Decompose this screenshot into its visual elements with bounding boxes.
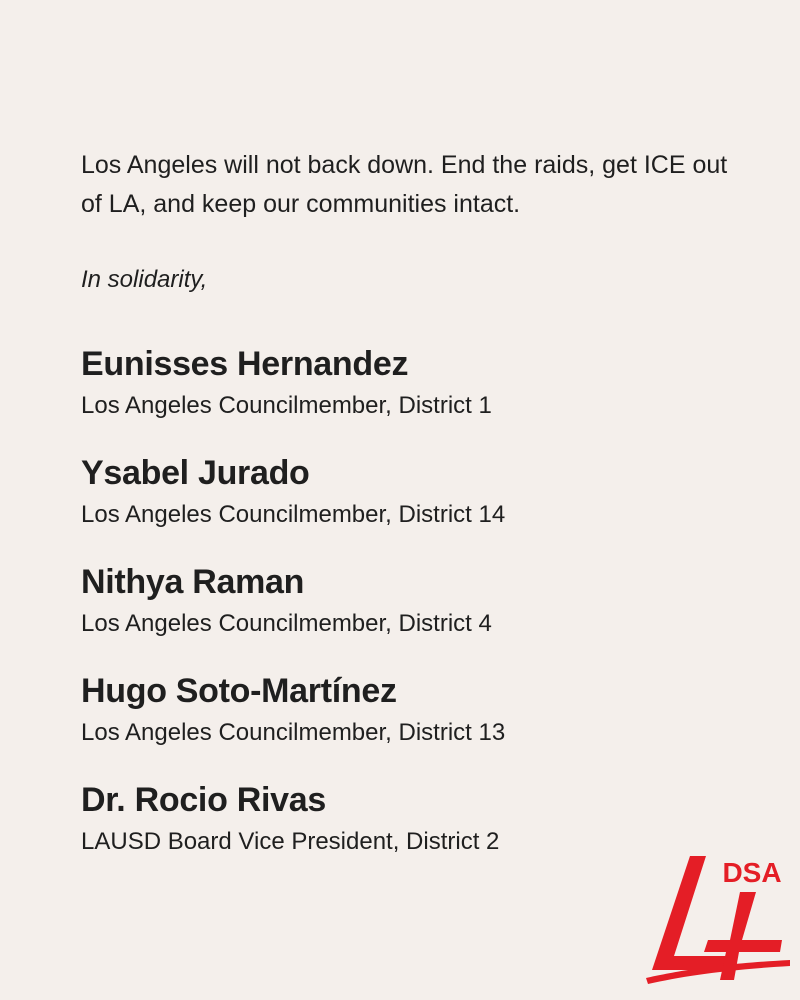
signatory-item	[81, 560, 741, 669]
signatory-name: Nithya Raman	[81, 563, 305, 601]
signatory-title: Los Angeles Councilmember, District 14	[81, 501, 506, 528]
signatory-name: Dr. Rocio Rivas	[81, 781, 326, 819]
logo-dsa-text: DSA	[722, 857, 782, 888]
signatory-list	[81, 342, 741, 887]
signatory-item	[81, 342, 741, 451]
letter-content	[81, 146, 741, 855]
signatory-title: Los Angeles Councilmember, District 1	[81, 392, 492, 419]
signatory-item	[81, 451, 741, 560]
signatory-title: LAUSD Board Vice President, District 2	[81, 828, 500, 855]
statement-text: Los Angeles will not back down. End the raids, get ICE out of LA, and keep our communities intact.	[81, 151, 728, 218]
signatory-title: Los Angeles Councilmember, District 13	[81, 719, 506, 746]
signatory-item	[81, 669, 741, 778]
signatory-title: Los Angeles Councilmember, District 4	[81, 610, 492, 637]
signatory-name: Eunisses Hernandez	[81, 345, 409, 383]
logo-letter-l	[652, 856, 730, 970]
dsa-la-logo-icon	[644, 852, 792, 984]
signatory-name: Ysabel Jurado	[81, 454, 310, 492]
signatory-name: Hugo Soto-Martínez	[81, 672, 397, 710]
signoff-text: In solidarity,	[81, 266, 208, 293]
signatory-item	[81, 778, 741, 887]
